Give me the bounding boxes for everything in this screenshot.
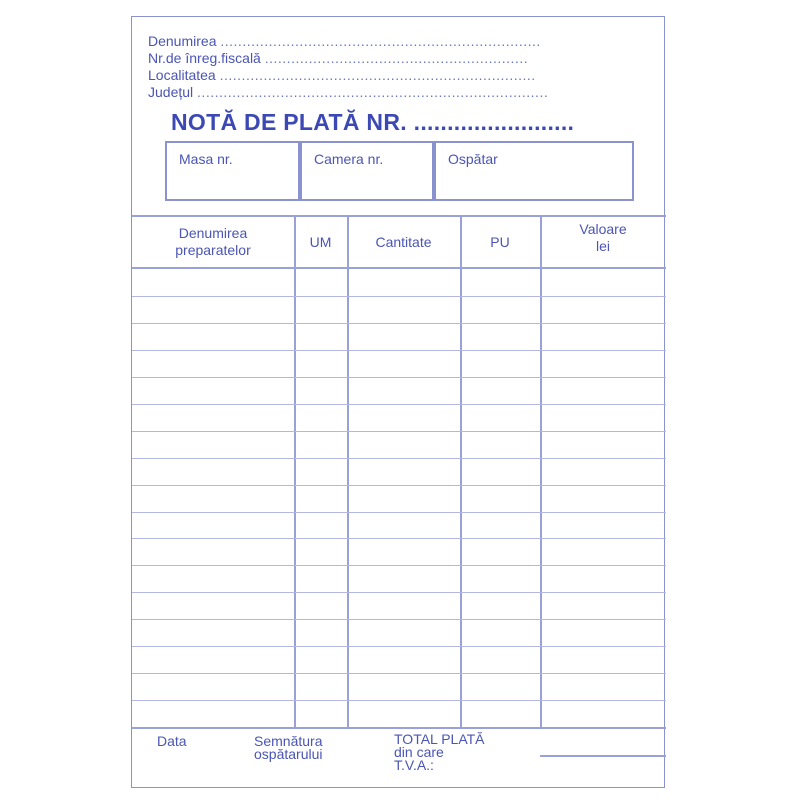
- footer-total-rule: [540, 755, 666, 757]
- col-header-denumirea: [132, 217, 294, 267]
- ospatar-box: [434, 141, 634, 201]
- ospatar-label: Ospătar: [448, 151, 498, 167]
- footer-data-label: Data: [157, 733, 187, 749]
- col-header-cantitate-text: Cantitate: [375, 233, 432, 250]
- field-judetul: [148, 85, 548, 100]
- col-header-um-text: UM: [309, 233, 332, 250]
- table-row-line: [132, 700, 666, 701]
- col-divider-1: [294, 215, 296, 729]
- footer-total-label: [394, 733, 485, 772]
- col-header-pu-text: PU: [490, 233, 510, 250]
- field-judetul-dots: ................................................................................: [197, 84, 549, 100]
- footer-total-line1: TOTAL PLATĂ: [394, 731, 485, 747]
- table-row-line: [132, 673, 666, 674]
- col-header-cantitate: [347, 217, 460, 267]
- table-row-line: [132, 404, 666, 405]
- camera-box: [300, 141, 434, 201]
- field-localitatea-dots: ........................................................................: [219, 67, 536, 83]
- col-header-valoare: [540, 217, 666, 267]
- title-text: NOTĂ DE PLATĂ NR.: [171, 109, 407, 135]
- masa-label: Masa nr.: [179, 151, 233, 167]
- field-localitatea: [148, 68, 536, 83]
- receipt-form: [131, 16, 665, 788]
- table-row-line: [132, 565, 666, 566]
- page-title: [171, 109, 574, 136]
- footer-semnatura-line2: ospătarului: [254, 746, 323, 762]
- field-nr-inreg: [148, 51, 528, 66]
- col-divider-2: [347, 215, 349, 729]
- table-row-line: [132, 323, 666, 324]
- field-denumirea-dots: .........................................................................: [220, 33, 541, 49]
- table-row-line: [132, 431, 666, 432]
- footer-total-line3: T.V.A.:: [394, 757, 434, 773]
- col-header-valoare-text: Valoare lei: [579, 221, 627, 254]
- footer-semnatura-label: [254, 735, 323, 761]
- footer-total-line2: din care: [394, 744, 444, 760]
- footer-semnatura-line1: Semnătura: [254, 733, 323, 749]
- title-dots: ........................: [413, 109, 575, 135]
- table-row-line: [132, 592, 666, 593]
- table-row-line: [132, 377, 666, 378]
- col-header-pu: [460, 217, 540, 267]
- table-row-line: [132, 619, 666, 620]
- table-row-line: [132, 296, 666, 297]
- table-row-line: [132, 458, 666, 459]
- table-bottom-rule: [132, 727, 666, 729]
- table-row-line: [132, 485, 666, 486]
- col-header-um: [294, 217, 347, 267]
- field-denumirea: [148, 34, 541, 49]
- masa-box: [165, 141, 300, 201]
- col-divider-3: [460, 215, 462, 729]
- table-row-line: [132, 350, 666, 351]
- field-nr-inreg-label: Nr.de înreg.fiscală: [148, 50, 261, 66]
- table-row-line: [132, 646, 666, 647]
- table-header-rule: [132, 267, 666, 269]
- table-row-line: [132, 512, 666, 513]
- field-nr-inreg-dots: ............................................................: [264, 50, 529, 66]
- col-header-denumirea-text: Denumirea preparatelor: [175, 225, 251, 258]
- col-divider-4: [540, 215, 542, 729]
- field-judetul-label: Județul: [148, 84, 194, 100]
- field-localitatea-label: Localitatea: [148, 67, 216, 83]
- camera-label: Camera nr.: [314, 151, 384, 167]
- field-denumirea-label: Denumirea: [148, 33, 217, 49]
- table-row-line: [132, 538, 666, 539]
